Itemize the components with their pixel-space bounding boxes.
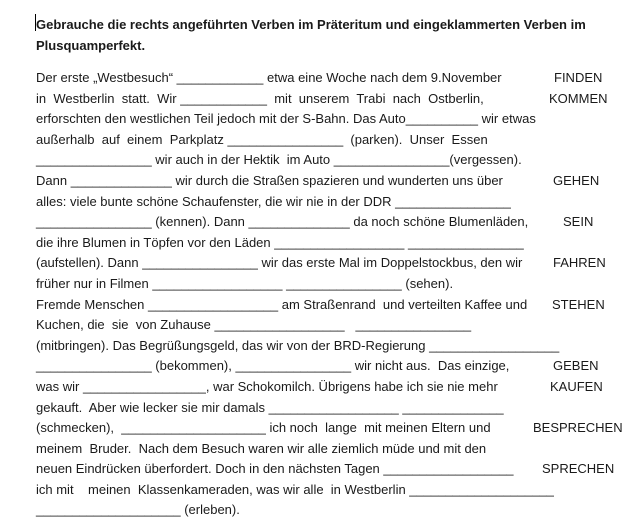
text-line: die ihre Blumen in Töpfen vor den Läden __________________ ________________ bbox=[36, 235, 524, 250]
text-line: ____________________ (erleben). bbox=[36, 502, 240, 517]
text-line: Der erste „Westbesuch“ ____________ etwa eine Woche nach dem 9.November bbox=[36, 70, 502, 85]
text-line: früher nur in Filmen __________________ ________________ (sehen). bbox=[36, 276, 454, 291]
text-line: ________________ wir auch in der Hektik im Auto ________________(vergessen). bbox=[36, 152, 522, 167]
text-line: (mitbringen). Das Begrüßungsgeld, das wir von der BRD-Regierung __________________ bbox=[36, 338, 560, 353]
verb-sein: SEIN bbox=[563, 214, 594, 229]
text-line: ich mit meinen Klassenkameraden, was wir alle in Westberlin ____________________ bbox=[36, 482, 554, 497]
verb-finden: FINDEN bbox=[554, 70, 603, 85]
text-line: (schmecken), ____________________ ich noch lange mit meinen Eltern und bbox=[36, 420, 491, 435]
text-line: ________________ (bekommen), ________________ wir nicht aus. Das einzige, bbox=[36, 358, 510, 373]
exercise-instruction: Gebrauche die rechts angeführten Verben im Präteritum und eingeklammerten Verben im Plusquamperfekt. bbox=[36, 17, 586, 53]
text-line: erforschten den westlichen Teil jedoch mit der S-Bahn. Das Auto__________ wir etwas bbox=[36, 111, 536, 126]
verb-kommen: KOMMEN bbox=[549, 91, 608, 106]
text-line: (aufstellen). Dann ________________ wir das erste Mal im Doppelstockbus, den wir bbox=[36, 255, 523, 270]
text-line: was wir _________________, war Schokomilch. Übrigens habe ich sie nie mehr bbox=[36, 379, 498, 394]
text-line: Kuchen, die sie von Zuhause __________________ ________________ bbox=[36, 317, 472, 332]
text-line: neuen Eindrücken überfordert. Doch in den nächsten Tagen __________________ bbox=[36, 461, 514, 476]
verb-geben: GEBEN bbox=[553, 358, 599, 373]
text-line: außerhalb auf einem Parkplatz ________________ (parken). Unser Essen bbox=[36, 132, 488, 147]
verb-fahren: FAHREN bbox=[553, 255, 606, 270]
verb-kaufen: KAUFEN bbox=[550, 379, 603, 394]
text-line: gekauft. Aber wie lecker sie mir damals __________________ ______________ bbox=[36, 400, 504, 415]
verb-stehen: STEHEN bbox=[552, 297, 605, 312]
verb-gehen: GEHEN bbox=[553, 173, 600, 188]
verb-sprechen: SPRECHEN bbox=[542, 461, 615, 476]
text-line: alles: viele bunte schöne Schaufenster, die wir nie in der DDR ________________ bbox=[36, 194, 511, 209]
text-line: meinem Bruder. Nach dem Besuch waren wir alle ziemlich müde und mit den bbox=[36, 441, 487, 456]
verb-besprechen: BESPRECHEN bbox=[533, 420, 623, 435]
text-line: ________________ (kennen). Dann ______________ da noch schöne Blumenläden, bbox=[36, 214, 529, 229]
text-line: Dann ______________ wir durch die Straßen spazieren und wunderten uns über bbox=[36, 173, 503, 188]
text-line: in Westberlin statt. Wir ____________ mit unserem Trabi nach Ostberlin, bbox=[36, 91, 484, 106]
text-line: Fremde Menschen __________________ am Straßenrand und verteilten Kaffee und bbox=[36, 297, 528, 312]
